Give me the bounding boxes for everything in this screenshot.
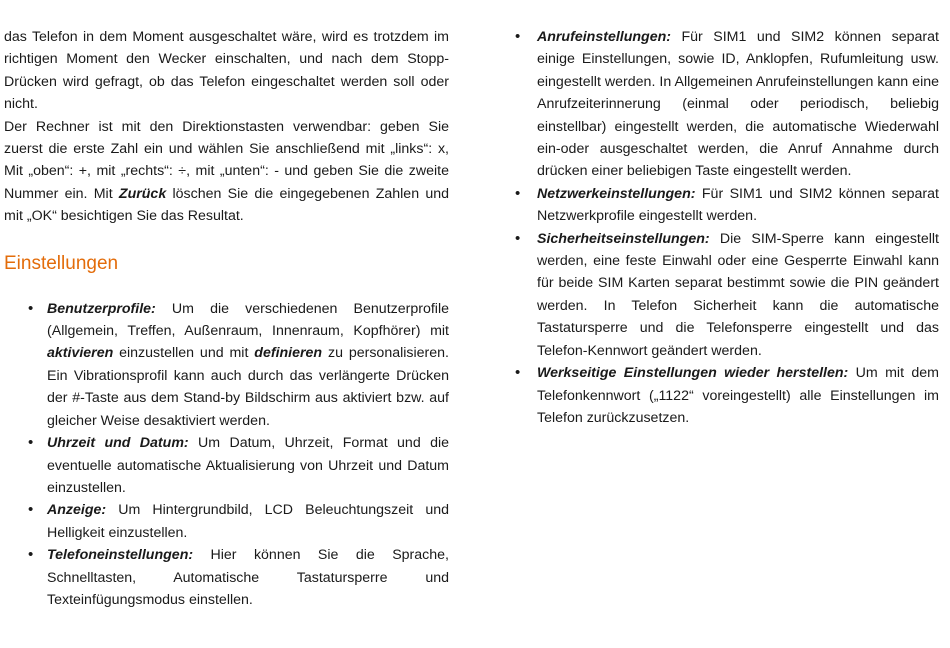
item-term: Benutzerprofile: xyxy=(47,300,156,317)
list-item xyxy=(4,544,449,611)
list-item xyxy=(512,183,939,228)
item-term: Sicherheitseinstellungen: xyxy=(537,230,710,247)
item-bold: aktivieren xyxy=(47,345,114,362)
item-term: Anzeige: xyxy=(47,502,107,519)
list-item xyxy=(4,298,449,432)
settings-list-left xyxy=(4,298,449,612)
paragraph-calculator xyxy=(4,116,449,228)
item-text: Die SIM-Sperre kann eingestellt werden, eine feste Einwahl oder eine Gesperrte Einwahl kann für beide SIM Karten separat bestimmt sowie die PIN geändert werden. In Telefon Sicherheit kann die automatische Tastatursperre und die Telefonsperre eingestellt und das Telefon-Kennwort geändert werden. xyxy=(537,230,939,359)
right-column xyxy=(512,26,939,429)
calculator-zurueck: Zurück xyxy=(118,185,167,202)
item-text: Für SIM1 und SIM2 können separat Netzwerkprofile eingestellt werden. xyxy=(537,185,939,225)
calculator-text-a: Der Rechner ist mit den Direktionstasten verwendbar: geben Sie zuerst die erste Zahl ein und wählen Sie anschließend mit „links“: x, Mit „oben“: +, mit „rechts“: ÷, mit „unten“: - und geben Sie die zweite Nummer ein. Mit xyxy=(4,118,449,202)
left-column xyxy=(4,26,449,611)
list-item xyxy=(512,228,939,362)
item-text: einzustellen und mit xyxy=(113,345,255,362)
settings-list-right xyxy=(512,26,939,429)
item-bold: definieren xyxy=(254,345,323,362)
item-text: Für SIM1 und SIM2 können separat einige Einstellungen, sowie ID, Anklopfen, Rufumleitung usw. eingestellt werden. In Allgemeinen Anrufeinstellungen kann eine Anrufzeiterinnerung (einmal oder periodisch, beliebig einstellbar) eingestellt werden, die automatische Wiederwahl ein-oder ausgeschaltet werden, die Anruf Annahme durch drücken einer beliebigen Taste eingestellt werden. xyxy=(537,29,939,180)
list-item xyxy=(4,432,449,499)
item-text: Um die verschiedenen Benutzerprofile (Allgemein, Treffen, Außenraum, Innenraum, Kopfhörer) mit xyxy=(47,300,449,340)
paragraph-alarm: das Telefon in dem Moment ausgeschaltet wäre, wird es trotzdem im richtigen Moment den Wecker einschalten, und nach dem Stopp-Drücken wird gefragt, ob das Telefon eingeschaltet werden soll oder nicht. xyxy=(4,29,449,113)
item-term: Telefoneinstellungen: xyxy=(47,547,194,564)
calculator-text-c: löschen Sie die eingegebenen Zahlen und mit „OK“ besichtigen Sie das Resultat. xyxy=(4,185,449,225)
item-text: Hier können Sie die Sprache, Schnelltasten, Automatische Tastatursperre und Texteinfügungsmodus einstellen. xyxy=(47,547,449,608)
item-term: Uhrzeit und Datum: xyxy=(47,435,189,452)
item-text: zu personalisieren. Ein Vibrationsprofil kann auch durch das verlängerte Drücken der #-Taste aus dem Stand-by Bildschirm aus aktiviert bzw. auf gleicher Weise desaktiviert werden. xyxy=(47,345,449,429)
item-text: Um Datum, Uhrzeit, Format und die eventuelle automatische Aktualisierung von Uhrzeit und Datum einzustellen. xyxy=(47,435,450,496)
item-term: Netzwerkeinstellungen: xyxy=(537,185,696,202)
item-text: Um mit dem Telefonkennwort („1122“ voreingestellt) alle Einstellungen im Telefon zurückzusetzen. xyxy=(537,365,940,426)
item-term: Werkseitige Einstellungen wieder herstellen: xyxy=(537,365,849,382)
list-item xyxy=(4,499,449,544)
list-item xyxy=(512,26,939,183)
list-item xyxy=(512,362,939,429)
item-term: Anrufeinstellungen: xyxy=(537,29,671,45)
section-heading: Einstellungen xyxy=(4,252,119,274)
item-text: Um Hintergrundbild, LCD Beleuchtungszeit und Helligkeit einzustellen. xyxy=(47,502,449,541)
